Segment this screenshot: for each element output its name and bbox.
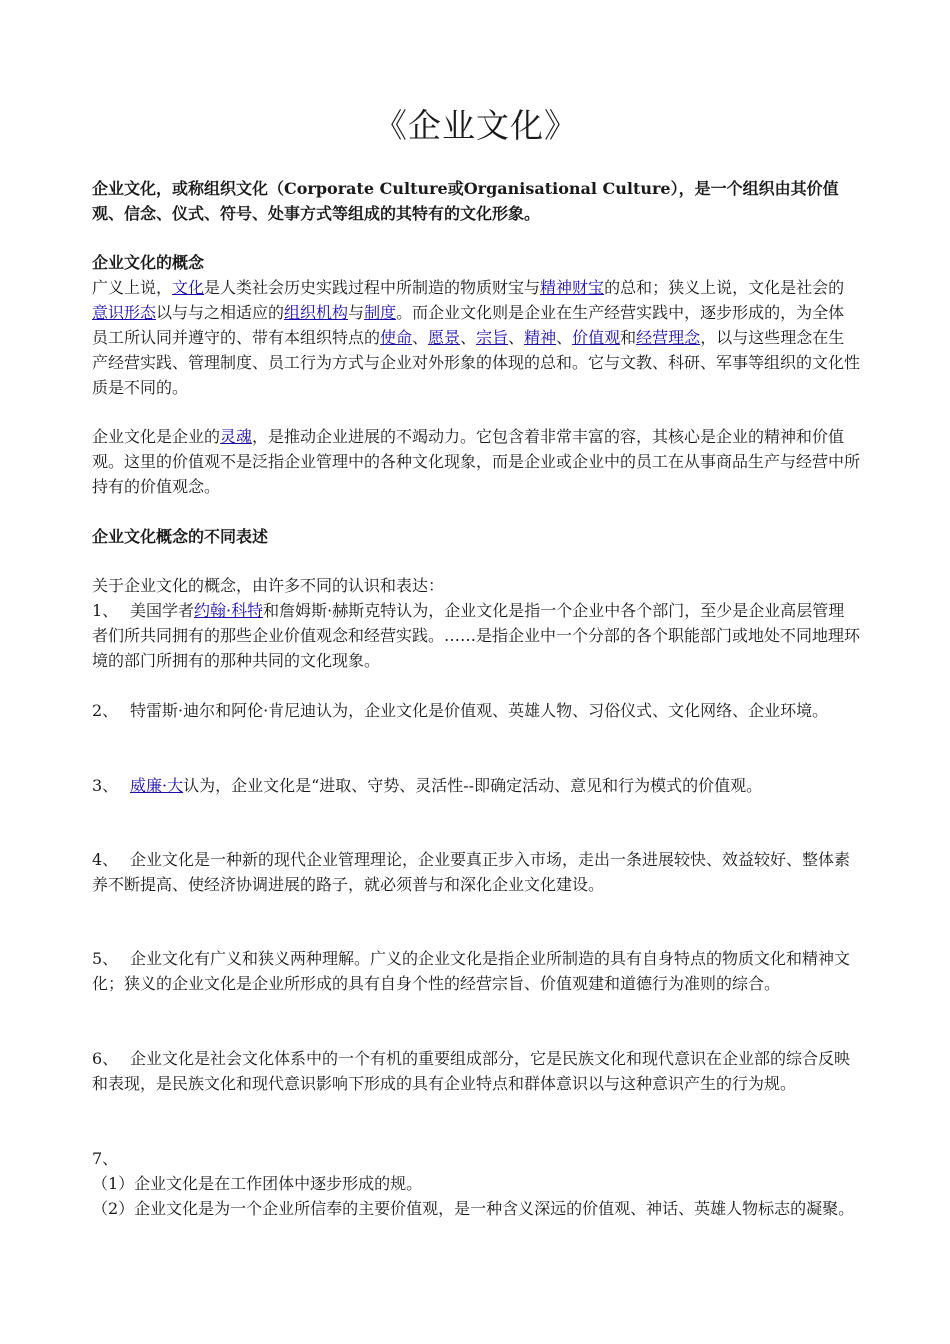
intro-paragraph: 企业文化，或称组织文化（Corporate Culture或Organisational Culture），是一个组织由其价值观、信念、仪式、符号、处事方式等组成的其特有的文化形象。 — [92, 179, 839, 223]
list-item-7 — [92, 1146, 860, 1171]
link-soul[interactable]: 灵魂 — [220, 427, 253, 446]
item-number: 2、 — [92, 701, 119, 720]
link-spiritual-wealth[interactable]: 精神财宝 — [540, 278, 605, 297]
list-item-3: 3、 威廉·大认为，企业文化是“进取、守势、灵活性--即确定活动、意见和行为模式的价值观。 — [92, 773, 860, 798]
section-heading-expressions: 企业文化概念的不同表述 — [92, 527, 269, 546]
list-item-1: 1、 美国学者约翰·科特和詹姆斯·赫斯克特认为，企业文化是指一个企业中各个部门，至少是企业高层管理者们所共同拥有的那些企业价值观念和经营实践。……是指企业中一个分部的各个职能部门或地处不同地理环境的部门所拥有的那种共同的文化现象。 — [92, 598, 860, 673]
item-number: 1、 — [92, 601, 119, 620]
link-vision[interactable]: 愿景 — [428, 328, 461, 347]
link-organization[interactable]: 组织机构 — [284, 303, 349, 322]
link-system[interactable]: 制度 — [364, 303, 397, 322]
link-john-kotter[interactable]: 约翰·科特 — [194, 601, 264, 620]
list-item-4: 4、 企业文化是一种新的现代企业管理理论，企业要真正步入市场，走出一条进展较快、效益较好、整体素养不断提高、使经济协调进展的路子，就必须普与和深化企业文化建设。 — [92, 847, 860, 897]
document-title: 《企业文化》 — [374, 106, 578, 145]
link-william-ouchi[interactable]: 威廉·大 — [130, 776, 184, 795]
link-purpose[interactable]: 宗旨 — [476, 328, 509, 347]
list-item-5: 5、 企业文化有广义和狭义两种理解。广义的企业文化是指企业所制造的具有自身特点的物质文化和精神文化；狭义的企业文化是企业所形成的具有自身个性的经营宗旨、价值观建和道德行为准则的综合。 — [92, 946, 860, 996]
list-item-6: 6、 企业文化是社会文化体系中的一个有机的重要组成部分，它是民族文化和现代意识在企业部的综合反映和表现，是民族文化和现代意识影响下形成的具有企业特点和群体意识以与这种意识产生的行为规。 — [92, 1046, 860, 1096]
item-number: 5、 — [92, 949, 119, 968]
list-item-7-sub-1: （1）企业文化是在工作团体中逐步形成的规。 — [92, 1174, 423, 1193]
item-number: 7、 — [92, 1149, 119, 1168]
link-ideology[interactable]: 意识形态 — [92, 303, 157, 322]
list-item-7-sub-2: （2）企业文化是为一个企业所信奉的主要价值观，是一种含义深远的价值观、神话、英雄人物标志的凝聚。 — [92, 1199, 855, 1218]
item-number: 6、 — [92, 1049, 119, 1068]
list-item-2: 2、 特雷斯·迪尔和阿伦·肯尼迪认为，企业文化是价值观、英雄人物、习俗仪式、文化网络、企业环境。 — [92, 698, 860, 723]
link-mission[interactable]: 使命 — [380, 328, 413, 347]
item-number: 3、 — [92, 776, 119, 795]
section-heading-concept: 企业文化的概念 — [92, 253, 205, 272]
link-spirit[interactable]: 精神 — [524, 328, 557, 347]
concept-paragraph: 广义上说，文化是人类社会历史实践过程中所制造的物质财宝与精神财宝的总和；狭义上说，文化是社会的意识形态以与与之相适应的组织机构与制度。而企业文化则是企业在生产经营实践中，逐步形成的，为全体员工所认同并遵守的、带有本组织特点的使命、愿景、宗旨、精神、价值观和经营理念，以与这些理念在生产经营实践、管理制度、员工行为方式与企业对外形象的体现的总和。它与文教、科研、军事等组织的文化性质是不同的。 — [92, 278, 861, 397]
item-number: 4、 — [92, 850, 119, 869]
link-business-philosophy[interactable]: 经营理念 — [636, 328, 701, 347]
expressions-lead: 关于企业文化的概念，由许多不同的认识和表达： — [92, 576, 445, 595]
link-culture[interactable]: 文化 — [172, 278, 205, 297]
soul-paragraph: 企业文化是企业的灵魂，是推动企业进展的不竭动力。它包含着非常丰富的容，其核心是企业的精神和价值观。这里的价值观不是泛指企业管理中的各种文化现象，而是企业或企业中的员工在从事商品生产与经营中所持有的价值观念。 — [92, 427, 861, 496]
link-values[interactable]: 价值观 — [572, 328, 621, 347]
